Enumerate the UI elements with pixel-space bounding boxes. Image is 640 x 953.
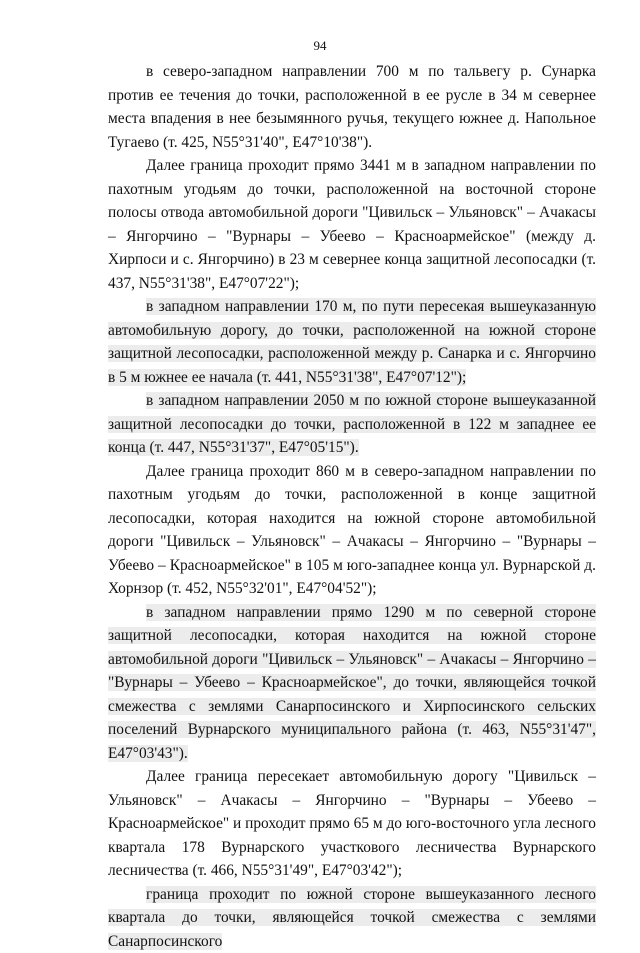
paragraph-1: в северо-западном направлении 700 м по тальвегу р. Сунарка против ее течения до точки, расположенной в ее русле в 34 м севернее места впадения в нее безымянного ручья, текущего южнее д. Напольное Тугаево (т. 425, N55°31'40", E47°10'38"). xyxy=(108,60,596,154)
paragraph-2: Далее граница проходит прямо 3441 м в западном направлении по пахотным угодьям до точки, расположенной на восточной стороне полосы отвода автомобильной дороги "Цивильск – Ульяновск" – Ачакасы – Янгорчино – "Вурнары – Убеево – Красноармейское" (между д. Хирпоси и с. Янгорчино) в 23 м севернее конца защитной лесопосадки (т. 437, N55°31'38", E47°07'22"); xyxy=(108,154,596,295)
page-number: 94 xyxy=(0,38,640,54)
paragraph-4-text: в западном направлении 2050 м по южной стороне вышеуказанной защитной лесопосадки до точки, расположенной в 122 м западнее ее конца (т. 447, N55°31'37", E47°05'15"). xyxy=(108,392,596,456)
paragraph-6 xyxy=(108,601,596,766)
document-body xyxy=(108,60,596,953)
paragraph-6-text: в западном направлении прямо 1290 м по северной стороне защитной лесопосадки, которая находится на южной стороне автомобильной дороги "Цивильск – Ульяновск" – Ачакасы – Янгорчино – "Вурнары – Убеево – Красноармейское", до точки, являющейся точкой смежества с землями Санарпосинского и Хирпосинского сельских поселений Вурнарского муниципального района (т. 463, N55°31'47", E47°03'43"). xyxy=(108,604,596,762)
paragraph-8 xyxy=(108,883,596,953)
paragraph-4 xyxy=(108,389,596,460)
paragraph-7: Далее граница пересекает автомобильную дорогу "Цивильск – Ульяновск" – Ачакасы – Янгорчино – "Вурнары – Убеево – Красноармейское" и проходит прямо 65 м до юго-восточного угла лесного квартала 178 Вурнарского участкового лесничества Вурнарского лесничества (т. 466, N55°31'49", E47°03'42"); xyxy=(108,765,596,883)
paragraph-3 xyxy=(108,295,596,389)
paragraph-5: Далее граница проходит 860 м в северо-западном направлении по пахотным угодьям до точки, расположенной в конце защитной лесопосадки, которая находится на южной стороне автомобильной дороги "Цивильск – Ульяновск" – Ачакасы – Янгорчино – "Вурнары – Убеево – Красноармейское" в 105 м юго-западнее конца ул. Вурнарской д. Хорнзор (т. 452, N55°32'01", E47°04'52"); xyxy=(108,460,596,601)
paragraph-3-text: в западном направлении 170 м, по пути пересекая вышеуказанную автомобильную дорогу, до точки, расположенной на южной стороне защитной лесопосадки, расположенной между р. Санарка и с. Янгорчино в 5 м южнее ее начала (т. 441, N55°31'38", E47°07'12"); xyxy=(108,298,596,386)
paragraph-8-text: граница проходит по южной стороне вышеуказанного лесного квартала до точки, являющейся точкой смежества с землями Санарпосинского xyxy=(108,886,596,950)
